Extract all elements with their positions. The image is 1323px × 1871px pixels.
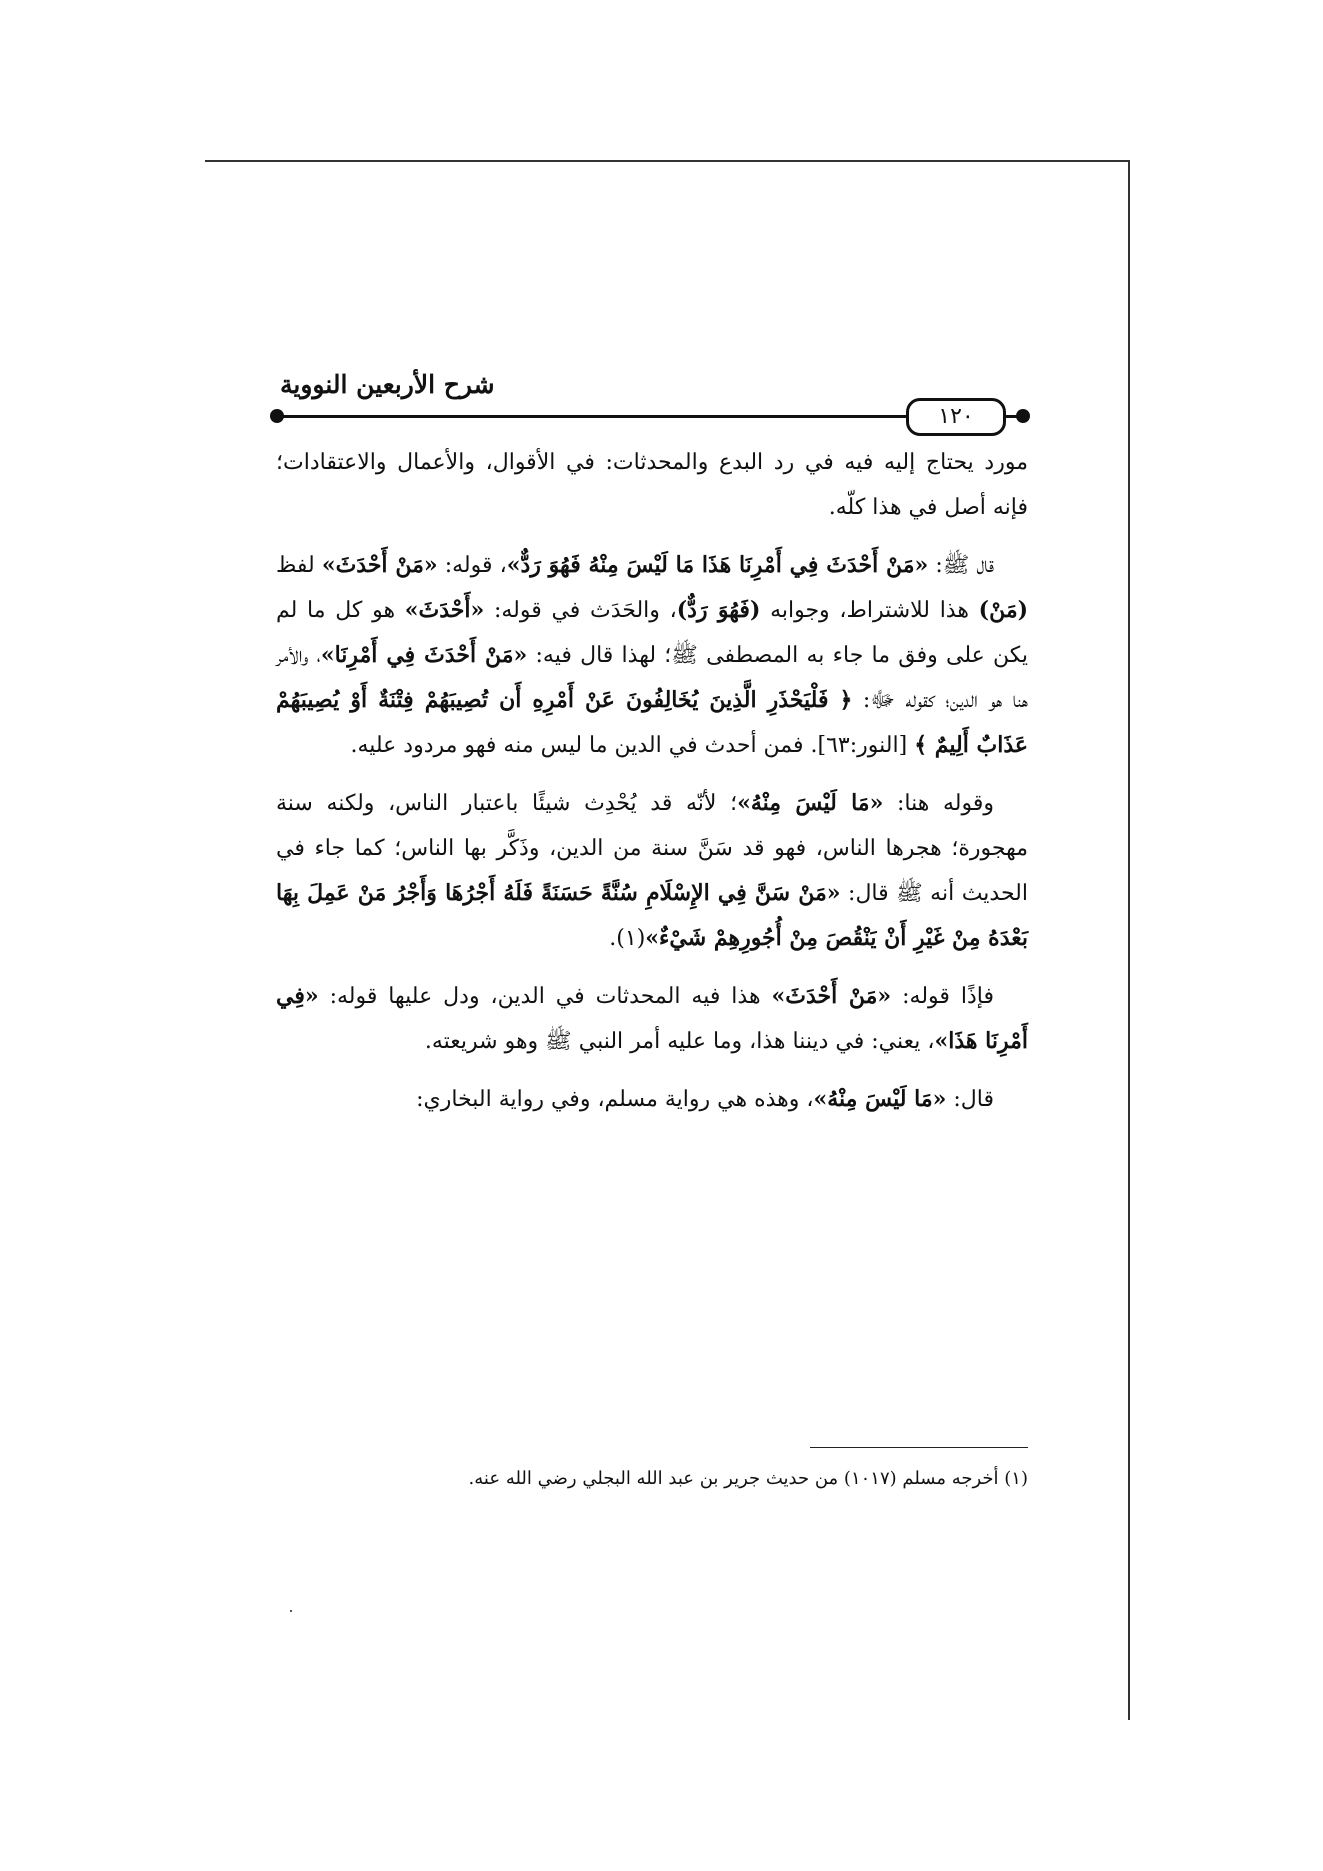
crop-mark-right [1128, 160, 1130, 1720]
quoted-text: «أَحْدَثَ» [404, 597, 485, 623]
quoted-text: (مَنْ) [978, 597, 1029, 623]
text-run: ، والأمر هنا هو الدين؛ كقوله ﷻ: [276, 643, 1028, 713]
text-run: ، يعني: في ديننا هذا، وما عليه أمر النبي ﷺ وهو شريعته. [424, 1029, 935, 1054]
text-run: ، قوله: [437, 553, 507, 578]
footnote: (١) أخرجه مسلم (١٠١٧) من حديث جرير بن عبد الله البجلي رضي الله عنه. [468, 1468, 1028, 1489]
page-header [270, 370, 1030, 440]
text-run: ؛ لأنّه قد يُحْدِث شيئًا باعتبار الناس، ولكنه سنة مهجورة؛ هجرها الناس، فهو قد سَنَّ سنة من الدين، وذَكَّر بها الناس؛ كما جاء في الحديث أنه ﷺ قال: [276, 791, 1028, 906]
text-run: ، والحَدَث في قوله: [484, 598, 677, 623]
text-run: مورد يحتاج إليه فيه في رد البدع والمحدثات: في الأقوال، والأعمال والاعتقادات؛ فإنه أصل في هذا كلّه. [276, 450, 1028, 520]
header-ornament-left [270, 409, 284, 423]
quoted-text: «مَنْ أَحْدَثَ فِي أَمْرِنَا هَذَا مَا لَيْسَ مِنْهُ فَهُوَ رَدٌّ» [506, 552, 929, 578]
text-run: هو كل ما لم يكن على وفق ما جاء به المصطفى ﷺ؛ لهذا قال فيه: [276, 598, 1029, 668]
text-run: قال: [946, 1087, 994, 1112]
crop-mark-top [205, 160, 1130, 162]
text-run: قال ﷺ: [928, 553, 994, 578]
quoted-text: «مَنْ أَحْدَثَ» [321, 552, 438, 578]
text-run: لفظ [276, 553, 322, 578]
text-run: فإذًا قوله: [891, 984, 994, 1009]
quoted-text: «مَنْ أَحْدَثَ» [771, 983, 892, 1009]
book-title: شرح الأربعين النووية [280, 370, 495, 399]
body-text [276, 440, 1028, 1122]
quoted-text: ﴿ فَلْيَحْذَرِ الَّذِينَ يُخَالِفُونَ عَنْ أَمْرِهِ أَن تُصِيبَهُمْ فِتْنَةٌ أَوْ يُصِيبَهُمْ عَذَابٌ أَلِيمٌ ﴾ [276, 687, 1028, 758]
paragraph [276, 781, 1028, 961]
paragraph [276, 543, 1028, 768]
quoted-text: «مَا لَيْسَ مِنْهُ» [737, 790, 884, 816]
footnote-separator [810, 1447, 1028, 1448]
scan-speck [290, 1610, 292, 1612]
page-number: ١٢٠ [906, 398, 1006, 436]
quoted-text: «مَنْ سَنَّ فِي الإِسْلَامِ سُنَّةً حَسَنَةً فَلَهُ أَجْرُهَا وَأَجْرُ مَنْ عَمِلَ بِهَا بَعْدَهُ مِنْ غَيْرِ أَنْ يَنْقُصَ مِنْ أُجُورِهِمْ شَيْءٌ» [276, 880, 1028, 951]
paragraph [276, 440, 1028, 530]
text-run: هذا فيه المحدثات في الدين، ودل عليها قوله: [318, 984, 772, 1009]
text-run: [النور:٦٣]. فمن أحدث في الدين ما ليس منه فهو مردود عليه. [350, 733, 915, 758]
paragraph [276, 974, 1028, 1064]
quoted-text: «مَنْ أَحْدَثَ فِي أَمْرِنَا» [320, 642, 528, 668]
quoted-text: «فِي أَمْرِنَا هَذَا» [276, 983, 1028, 1054]
header-ornament-right [1016, 409, 1030, 423]
quoted-text: (فَهُوَ رَدٌّ) [676, 597, 761, 623]
text-run: (١). [609, 926, 646, 951]
text-run: ، وهذه هي رواية مسلم، وفي رواية البخاري: [416, 1087, 814, 1112]
text-run: وقوله هنا: [883, 791, 994, 816]
quoted-text: «مَا لَيْسَ مِنْهُ» [813, 1086, 947, 1112]
paragraph [276, 1077, 1028, 1122]
text-run: هذا للاشتراط، وجوابه [760, 598, 979, 623]
